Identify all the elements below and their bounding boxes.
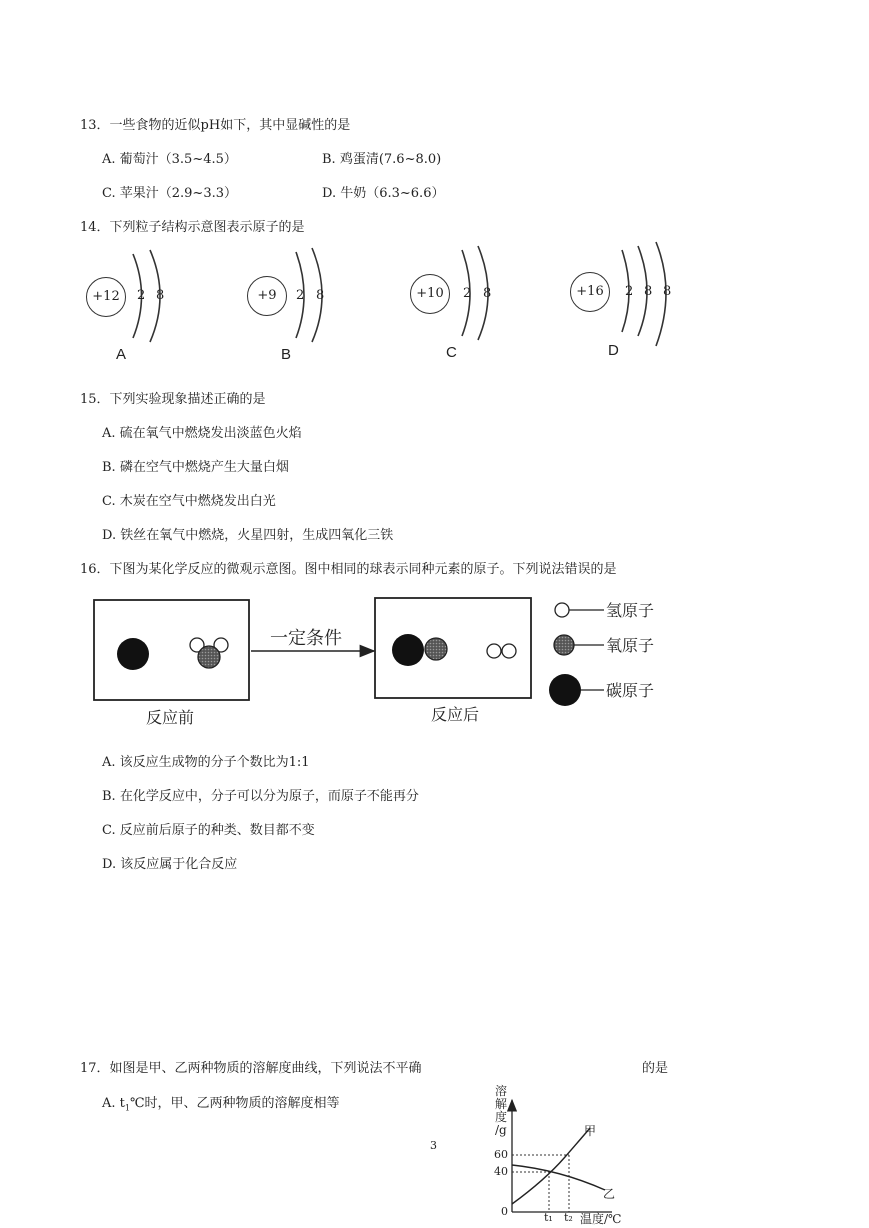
q16-option-d: D. 该反应属于化合反应 [102, 857, 238, 872]
nucleus-c: +10 [410, 274, 450, 314]
after-caption: 反应后 [431, 705, 480, 724]
shell-2-c: 8 [483, 286, 492, 301]
reaction-condition: 一定条件 [270, 628, 342, 649]
y-axis-label [495, 1085, 511, 1137]
q16-option-b: B. 在化学反应中，分子可以分为原子，而原子不能再分 [102, 789, 419, 804]
shell-3-d: 8 [663, 284, 672, 299]
x-tick-t1: t₁ [544, 1211, 553, 1224]
q13-option-c: C. 苹果汁（2.9~3.3） [102, 186, 237, 201]
fig-label-b: B [281, 346, 292, 363]
shell-1-b: 2 [296, 288, 305, 303]
curve-jia-label: 甲 [584, 1124, 597, 1138]
y-tick-60: 60 [494, 1148, 508, 1161]
q17-stem: 17．如图是甲、乙两种物质的溶解度曲线，下列说法不平确 [80, 1061, 422, 1076]
shell-1-a: 2 [137, 288, 146, 303]
legend-hydrogen-label: 氢原子 [606, 601, 655, 620]
curve-yi [512, 1165, 605, 1190]
shell-1-d: 2 [625, 284, 634, 299]
q17-a-subscript: 1 [124, 1103, 130, 1113]
legend-carbon-label: 碳原子 [606, 681, 655, 700]
q17-a-prefix: A. t [102, 1096, 125, 1111]
before-caption: 反应前 [146, 708, 195, 727]
q15-option-a: A. 硫在氧气中燃烧发出淡蓝色火焰 [102, 426, 302, 441]
page-number: 3 [430, 1139, 437, 1152]
q16-stem: 16．下图为某化学反应的微观示意图。图中相同的球表示同种元素的原子。下列说法错误的是 [80, 562, 617, 577]
q13-stem: 13．一些食物的近似pH如下，其中显碱性的是 [80, 118, 351, 133]
q15-option-c: C. 木炭在空气中燃烧发出白光 [102, 494, 276, 509]
fig-label-c: C [446, 344, 457, 361]
y-label-char-4: /g [495, 1123, 507, 1137]
q13-option-a: A. 葡萄汁（3.5~4.5） [102, 152, 237, 167]
nucleus-b: +9 [247, 276, 287, 316]
fig-label-a: A [116, 346, 127, 363]
origin-label: 0 [501, 1205, 508, 1218]
q15-option-d: D. 铁丝在氧气中燃烧，火星四射，生成四氧化三铁 [102, 528, 394, 543]
q15-stem: 15．下列实验现象描述正确的是 [80, 392, 266, 407]
shell-1-c: 2 [463, 286, 472, 301]
curve-yi-label: 乙 [603, 1187, 616, 1201]
x-axis-label: 温度/℃ [580, 1212, 622, 1226]
y-label-char-3: 度 [495, 1110, 508, 1124]
nucleus-d: +16 [570, 272, 610, 312]
y-label-char-1: 溶 [495, 1084, 508, 1098]
legend-oxygen-label: 氧原子 [606, 636, 655, 655]
q14-stem: 14．下列粒子结构示意图表示原子的是 [80, 220, 305, 235]
q16-option-c: C. 反应前后原子的种类、数目都不变 [102, 823, 315, 838]
nucleus-a: +12 [86, 277, 126, 317]
q13-option-d: D. 牛奶（6.3~6.6） [322, 186, 445, 201]
shell-2-a: 8 [156, 288, 165, 303]
y-tick-40: 40 [494, 1165, 508, 1178]
y-label-char-2: 解 [495, 1097, 508, 1111]
q17-stem-end: 的是 [642, 1061, 669, 1076]
fig-label-d: D [608, 342, 619, 359]
shell-2-d: 8 [644, 284, 653, 299]
x-tick-t2: t₂ [564, 1211, 573, 1224]
shell-2-b: 8 [316, 288, 325, 303]
q15-option-b: B. 磷在空气中燃烧产生大量白烟 [102, 460, 289, 475]
q13-option-b: B. 鸡蛋清(7.6~8.0) [322, 152, 442, 167]
q16-option-a: A. 该反应生成物的分子个数比为1:1 [102, 755, 310, 770]
q17-a-text: ℃时，甲、乙两种物质的溶解度相等 [129, 1096, 340, 1111]
